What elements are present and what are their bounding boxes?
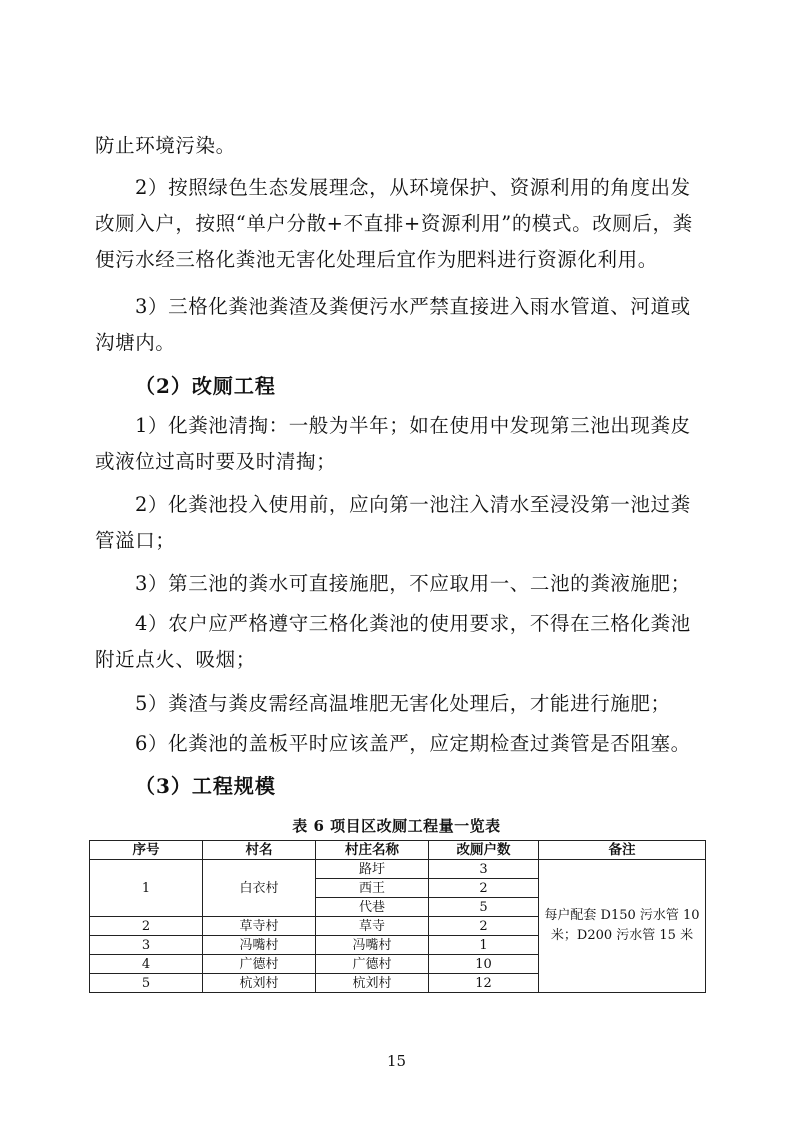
cell-count: 1 xyxy=(429,936,539,955)
cell-no: 1 xyxy=(90,860,203,917)
page-number: 15 xyxy=(386,1052,407,1070)
header-note: 备注 xyxy=(539,841,706,860)
table-caption: 表 6 项目区改厕工程量一览表 xyxy=(292,817,501,835)
cell-count: 5 xyxy=(429,898,539,917)
table-row xyxy=(90,860,706,879)
cell-no: 5 xyxy=(90,974,203,993)
cell-count: 3 xyxy=(429,860,539,879)
paragraph-before-use: 2）化粪池投入使用前，应向第一池注入清水至浸没第一池过粪管溢口； xyxy=(95,493,691,552)
cell-village: 杭刘村 xyxy=(203,974,316,993)
cell-count: 2 xyxy=(429,917,539,936)
cell-no: 2 xyxy=(90,917,203,936)
paragraph-third-tank: 3）第三池的粪水可直接施肥，不应取用一、二池的粪液施肥； xyxy=(135,572,691,595)
paragraph-item-2: 2）按照绿色生态发展理念，从环境保护、资源利用的角度出发改厕入户，按照“单户分散+不直排+资源利用”的模式。改厕后，粪便污水经三格化粪池无害化处理后宜作为肥料进行资源化利用。 xyxy=(95,176,693,271)
cell-hamlet: 西王 xyxy=(316,879,429,898)
cell-hamlet: 代巷 xyxy=(316,898,429,917)
section-heading-scale: （3）工程规模 xyxy=(135,774,276,798)
cell-count: 12 xyxy=(429,974,539,993)
toilet-renovation-table xyxy=(89,840,706,993)
cell-count: 10 xyxy=(429,955,539,974)
header-count: 改厕户数 xyxy=(429,841,539,860)
cell-no: 4 xyxy=(90,955,203,974)
paragraph-cover: 6）化粪池的盖板平时应该盖严，应定期检查过粪管是否阻塞。 xyxy=(135,732,691,755)
cell-hamlet: 草寺 xyxy=(316,917,429,936)
cell-village: 草寺村 xyxy=(203,917,316,936)
cell-hamlet: 杭刘村 xyxy=(316,974,429,993)
paragraph-continuation: 防止环境污染。 xyxy=(95,134,236,157)
cell-hamlet: 广德村 xyxy=(316,955,429,974)
cell-village: 广德村 xyxy=(203,955,316,974)
cell-no: 3 xyxy=(90,936,203,955)
cell-hamlet: 路圩 xyxy=(316,860,429,879)
paragraph-item-3: 3）三格化粪池粪渣及粪便污水严禁直接进入雨水管道、河道或沟塘内。 xyxy=(95,295,691,354)
cell-hamlet: 冯嘴村 xyxy=(316,936,429,955)
header-no: 序号 xyxy=(90,841,203,860)
paragraph-farmer-rules: 4）农户应严格遵守三格化粪池的使用要求，不得在三格化粪池附近点火、吸烟； xyxy=(95,612,691,671)
cell-count: 2 xyxy=(429,879,539,898)
section-heading-toilet-project: （2）改厕工程 xyxy=(135,374,276,398)
cell-note: 每户配套 D150 污水管 10 米；D200 污水管 15 米 xyxy=(539,860,706,993)
paragraph-compost: 5）粪渣与粪皮需经高温堆肥无害化处理后，才能进行施肥； xyxy=(135,692,671,715)
header-village: 村名 xyxy=(203,841,316,860)
cell-village: 冯嘴村 xyxy=(203,936,316,955)
cell-village: 白衣村 xyxy=(203,860,316,917)
header-hamlet: 村庄名称 xyxy=(316,841,429,860)
table-header-row xyxy=(90,841,706,860)
paragraph-cleaning: 1）化粪池清掏：一般为半年；如在使用中发现第三池出现粪皮或液位过高时要及时清掏； xyxy=(95,414,691,473)
